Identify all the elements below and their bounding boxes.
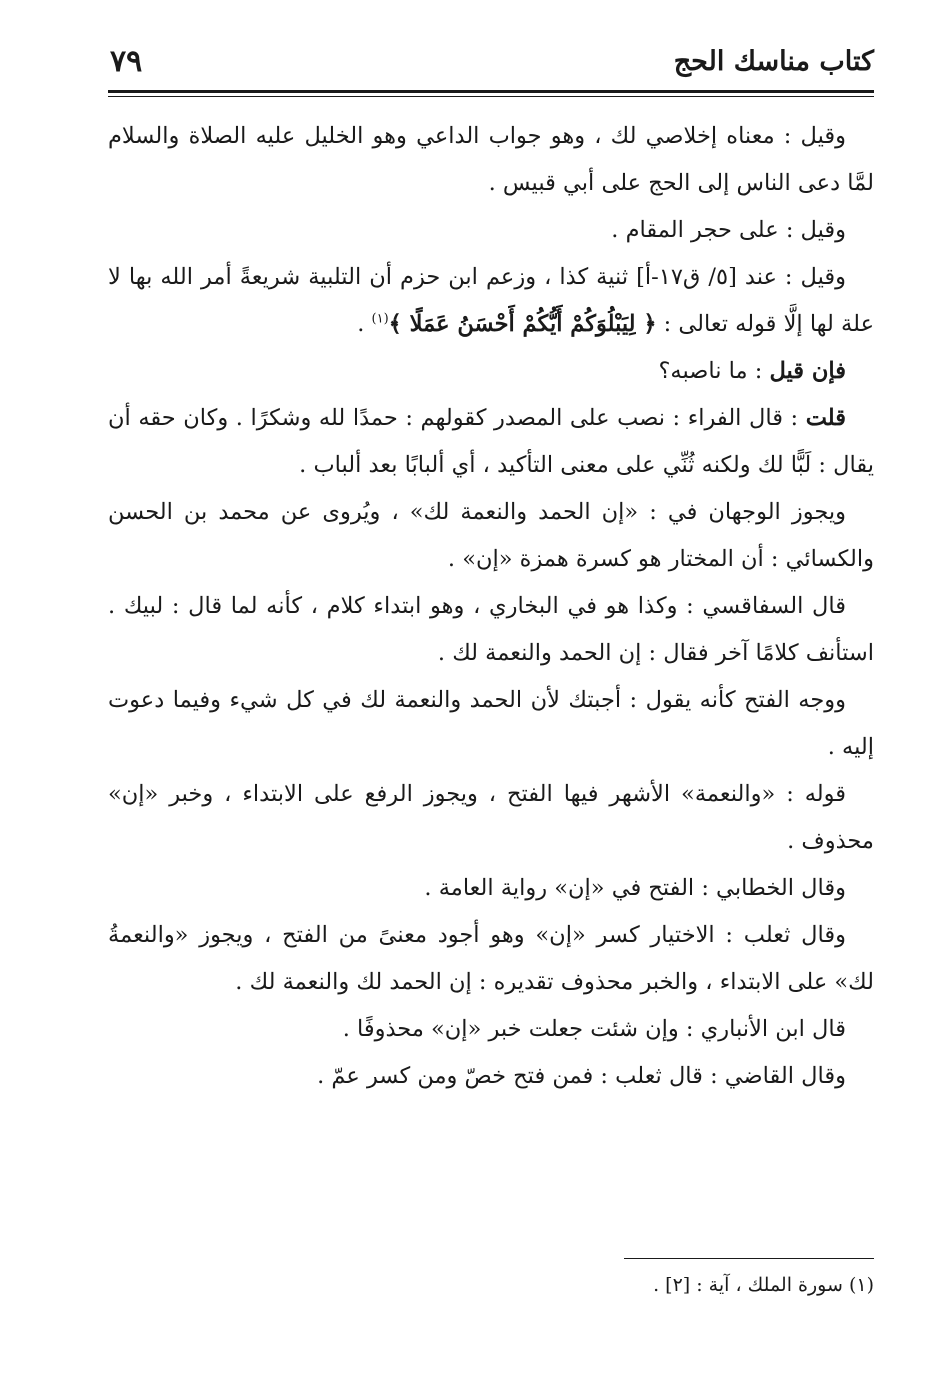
paragraph: قلت : قال الفراء : نصب على المصدر كقولهم : حمدًا لله وشكرًا . وكان حقه أن يقال : لَبًّا لك ولكنه ثُنِّي على معنى التأكيد ، أي ألبابًا بعد ألباب . <box>108 405 874 478</box>
paragraph: وقال القاضي : قال ثعلب : فمن فتح خصّ ومن كسر عمّ . <box>317 1063 846 1089</box>
paragraph: قوله : «والنعمة» الأشهر فيها الفتح ، ويجوز الرفع على الابتداء ، وخبر «إن» محذوف . <box>108 781 874 854</box>
page-number: ٧٩ <box>110 44 143 79</box>
lead-term: قلت <box>805 405 846 431</box>
main-text <box>108 113 874 1100</box>
header-rule-thin <box>108 96 874 97</box>
paragraph: وقال الخطابي : الفتح في «إن» رواية العامة . <box>424 875 846 901</box>
paragraph: قال السفاقسي : وكذا هو في البخاري ، وهو ابتداء كلام ، كأنه لما قال : لبيك . استأنف كلامًا آخر فقال : إن الحمد والنعمة لك . <box>108 593 874 666</box>
footnote-separator <box>624 1258 874 1259</box>
paragraph: وقيل : معناه إخلاصي لك ، وهو جواب الداعي وهو الخليل عليه الصلاة والسلام لمَّا دعى الناس إلى الحج على أبي قبيس . <box>108 123 874 196</box>
quran-verse: ﴿ لِيَبْلُوَكُمْ أَيُّكُمْ أَحْسَنُ عَمَلًا ﴾ <box>388 311 657 337</box>
page-header <box>110 40 874 90</box>
paragraph: ويجوز الوجهان في : «إن الحمد والنعمة لك» ، ويُروى عن محمد بن الحسن والكسائي : أن المختار هو كسرة همزة «إن» . <box>108 499 874 572</box>
paragraph: وقيل : عند [٥/ ق١٧-أ] ثنية كذا ، وزعم ابن حزم أن التلبية شريعةً أمر الله بها لا علة لها إلَّا قوله تعالى : ﴿ لِيَبْلُوَكُمْ أَيُّكُمْ أَحْسَنُ عَمَلًا ﴾$^{(١)}$ . <box>108 264 874 337</box>
lead-term: فإن قيل <box>769 358 846 384</box>
paragraph: وقال ثعلب : الاختيار كسر «إن» وهو أجود معنىً من الفتح ، ويجوز «والنعمةُ لك» على الابتداء ، والخبر محذوف تقديره : إن الحمد لك والنعمة لك . <box>108 922 874 995</box>
paragraph: ووجه الفتح كأنه يقول : أجبتك لأن الحمد والنعمة لك في كل شيء وفيما دعوت إليه . <box>108 687 874 760</box>
paragraph: قال ابن الأنباري : وإن شئت جعلت خبر «إن» محذوفًا . <box>342 1016 846 1042</box>
footnote-text: (١) سورة الملك ، آية : [٢] . <box>653 1274 874 1296</box>
header-rule <box>108 90 874 93</box>
footnote <box>108 1268 874 1302</box>
paragraph: وقيل : على حجر المقام . <box>611 217 846 243</box>
running-title: كتاب مناسك الحج <box>673 46 874 77</box>
footnote-marker: (١) <box>371 311 389 327</box>
paragraph: فإن قيل : ما ناصبه؟ <box>658 358 846 384</box>
